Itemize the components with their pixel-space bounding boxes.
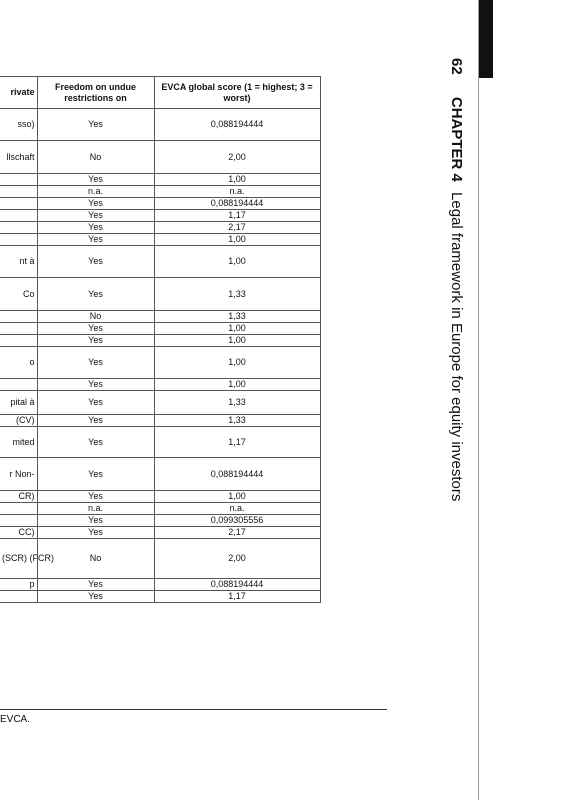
cell-fund-type bbox=[0, 311, 37, 323]
table-row bbox=[0, 379, 320, 391]
cell-fund-type: (SCR) (FCR) bbox=[0, 539, 37, 579]
cell-fund-type: p bbox=[0, 579, 37, 591]
table-row bbox=[0, 174, 320, 186]
table-row bbox=[0, 415, 320, 427]
cell-evca-score: 1,17 bbox=[154, 427, 320, 458]
cell-freedom: n.a. bbox=[37, 503, 154, 515]
table-row bbox=[0, 141, 320, 174]
table-row bbox=[0, 347, 320, 379]
cell-freedom: No bbox=[37, 539, 154, 579]
table-row bbox=[0, 503, 320, 515]
footnote-source: EVCA. bbox=[0, 714, 31, 725]
cell-evca-score: 1,00 bbox=[154, 234, 320, 246]
table-row bbox=[0, 323, 320, 335]
cell-evca-score: 2,17 bbox=[154, 222, 320, 234]
cell-freedom: No bbox=[37, 141, 154, 174]
table-row bbox=[0, 234, 320, 246]
cell-evca-score: 0,088194444 bbox=[154, 458, 320, 491]
cell-evca-score: 1,00 bbox=[154, 335, 320, 347]
table-row bbox=[0, 109, 320, 141]
cell-freedom: Yes bbox=[37, 591, 154, 603]
cell-evca-score: 2,00 bbox=[154, 539, 320, 579]
table-row bbox=[0, 427, 320, 458]
cell-fund-type bbox=[0, 515, 37, 527]
cell-freedom: Yes bbox=[37, 379, 154, 391]
footnote-rule bbox=[0, 709, 387, 710]
column-header-private: rivate bbox=[0, 77, 37, 109]
cell-fund-type: r Non- bbox=[0, 458, 37, 491]
cell-evca-score: 1,00 bbox=[154, 323, 320, 335]
cell-evca-score: 1,00 bbox=[154, 347, 320, 379]
cell-evca-score: n.a. bbox=[154, 186, 320, 198]
cell-evca-score: 0,088194444 bbox=[154, 109, 320, 141]
cell-evca-score: 2,17 bbox=[154, 527, 320, 539]
table-row bbox=[0, 458, 320, 491]
cell-evca-score: 1,17 bbox=[154, 210, 320, 222]
cell-fund-type: (CV) bbox=[0, 415, 37, 427]
cell-fund-type: Co bbox=[0, 278, 37, 311]
cell-evca-score: 1,00 bbox=[154, 246, 320, 278]
cell-freedom: Yes bbox=[37, 234, 154, 246]
table-row bbox=[0, 335, 320, 347]
cell-fund-type: CC) bbox=[0, 527, 37, 539]
table-row bbox=[0, 198, 320, 210]
table-row bbox=[0, 278, 320, 311]
cell-freedom: Yes bbox=[37, 391, 154, 415]
cell-freedom: Yes bbox=[37, 527, 154, 539]
cell-fund-type: CR) bbox=[0, 491, 37, 503]
cell-fund-type bbox=[0, 323, 37, 335]
cell-fund-type: nt à bbox=[0, 246, 37, 278]
cell-freedom: Yes bbox=[37, 491, 154, 503]
cell-fund-type bbox=[0, 198, 37, 210]
table-row bbox=[0, 391, 320, 415]
table-header-row bbox=[0, 77, 320, 109]
table-row bbox=[0, 579, 320, 591]
column-header-evca-score: EVCA global score (1 = highest; 3 = worst) bbox=[154, 77, 320, 109]
table-row bbox=[0, 527, 320, 539]
cell-freedom: No bbox=[37, 311, 154, 323]
cell-freedom: Yes bbox=[37, 210, 154, 222]
table-row bbox=[0, 591, 320, 603]
table-body bbox=[0, 109, 320, 603]
margin-rule bbox=[478, 0, 479, 800]
cell-freedom: Yes bbox=[37, 458, 154, 491]
cell-evca-score: 0,099305556 bbox=[154, 515, 320, 527]
cell-evca-score: 1,00 bbox=[154, 491, 320, 503]
cell-fund-type bbox=[0, 379, 37, 391]
cell-evca-score: n.a. bbox=[154, 503, 320, 515]
cell-fund-type bbox=[0, 174, 37, 186]
cell-fund-type: pital à bbox=[0, 391, 37, 415]
chapter-tab-marker bbox=[478, 0, 493, 78]
cell-evca-score: 1,33 bbox=[154, 278, 320, 311]
table-row bbox=[0, 311, 320, 323]
cell-evca-score: 1,00 bbox=[154, 174, 320, 186]
column-header-freedom: Freedom on undue restrictions on bbox=[37, 77, 154, 109]
cell-evca-score: 0,088194444 bbox=[154, 198, 320, 210]
cell-freedom: Yes bbox=[37, 515, 154, 527]
cell-freedom: Yes bbox=[37, 427, 154, 458]
table-row bbox=[0, 515, 320, 527]
cell-evca-score: 1,33 bbox=[154, 391, 320, 415]
cell-fund-type bbox=[0, 186, 37, 198]
cell-evca-score: 0,088194444 bbox=[154, 579, 320, 591]
cell-evca-score: 1,17 bbox=[154, 591, 320, 603]
cell-fund-type: llschaft bbox=[0, 141, 37, 174]
cell-evca-score: 1,33 bbox=[154, 415, 320, 427]
cell-freedom: Yes bbox=[37, 222, 154, 234]
cell-freedom: Yes bbox=[37, 246, 154, 278]
cell-fund-type: mited bbox=[0, 427, 37, 458]
cell-evca-score: 1,00 bbox=[154, 379, 320, 391]
table-row bbox=[0, 491, 320, 503]
chapter-title: Legal framework in Europe for equity investors bbox=[448, 192, 465, 502]
table-row bbox=[0, 222, 320, 234]
cell-freedom: n.a. bbox=[37, 186, 154, 198]
cell-fund-type: o bbox=[0, 347, 37, 379]
cell-freedom: Yes bbox=[37, 335, 154, 347]
cell-freedom: Yes bbox=[37, 347, 154, 379]
cell-evca-score: 2,00 bbox=[154, 141, 320, 174]
cell-fund-type bbox=[0, 234, 37, 246]
running-head bbox=[448, 58, 465, 501]
cell-fund-type: sso) bbox=[0, 109, 37, 141]
evca-score-table bbox=[0, 76, 320, 603]
cell-freedom: Yes bbox=[37, 323, 154, 335]
cell-evca-score: 1,33 bbox=[154, 311, 320, 323]
table-row bbox=[0, 210, 320, 222]
cell-freedom: Yes bbox=[37, 579, 154, 591]
cell-fund-type bbox=[0, 335, 37, 347]
cell-freedom: Yes bbox=[37, 198, 154, 210]
cell-freedom: Yes bbox=[37, 109, 154, 141]
table-row bbox=[0, 246, 320, 278]
cell-freedom: Yes bbox=[37, 174, 154, 186]
table-row bbox=[0, 186, 320, 198]
cell-fund-type bbox=[0, 222, 37, 234]
cell-freedom: Yes bbox=[37, 278, 154, 311]
cell-fund-type bbox=[0, 503, 37, 515]
chapter-label: CHAPTER 4 bbox=[448, 96, 465, 182]
cell-fund-type bbox=[0, 210, 37, 222]
cell-fund-type bbox=[0, 591, 37, 603]
cell-freedom: Yes bbox=[37, 415, 154, 427]
table-row bbox=[0, 539, 320, 579]
page-number: 62 bbox=[448, 58, 465, 75]
